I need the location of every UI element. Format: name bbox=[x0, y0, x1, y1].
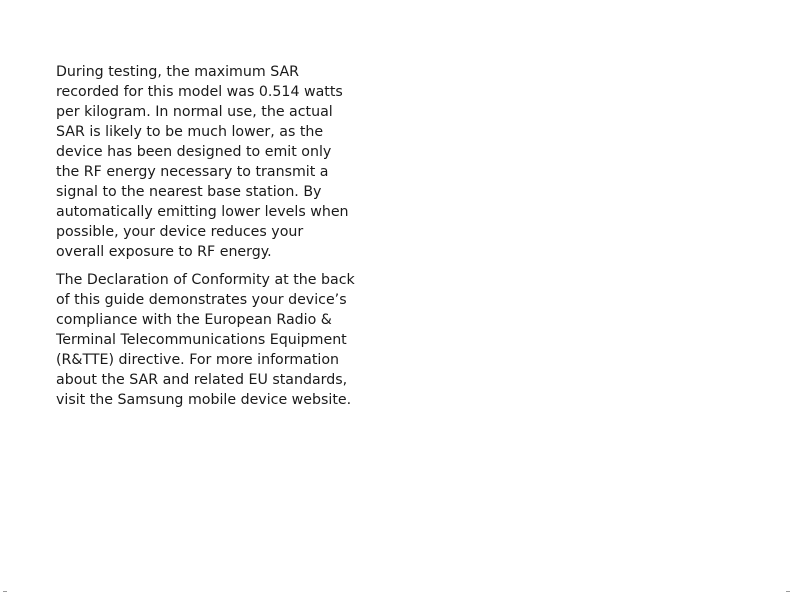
text-line: compliance with the European Radio & bbox=[56, 312, 332, 328]
text-line: SAR is likely to be much lower, as the bbox=[56, 124, 324, 140]
sar-paragraph bbox=[56, 62, 376, 262]
text-line: Terminal Telecommunications Equipment bbox=[56, 332, 347, 348]
text-line: (R&TTE) directive. For more information bbox=[56, 352, 340, 368]
text-line: automatically emitting lower levels when bbox=[56, 204, 349, 220]
text-line: the RF energy necessary to transmit a bbox=[56, 164, 329, 180]
sar-information-text bbox=[56, 62, 376, 410]
text-line: device has been designed to emit only bbox=[56, 144, 332, 160]
paragraph-spacer bbox=[56, 262, 376, 270]
conformity-paragraph bbox=[56, 270, 376, 410]
text-line: signal to the nearest base station. By bbox=[56, 184, 322, 200]
text-line: The Declaration of Conformity at the back bbox=[56, 272, 355, 288]
text-line: per kilogram. In normal use, the actual bbox=[56, 104, 333, 120]
text-line: possible, your device reduces your bbox=[56, 224, 304, 240]
text-line: visit the Samsung mobile device website. bbox=[56, 392, 352, 408]
text-line: During testing, the maximum SAR bbox=[56, 64, 300, 80]
crop-mark bbox=[786, 591, 790, 592]
text-line: about the SAR and related EU standards, bbox=[56, 372, 348, 388]
text-line: overall exposure to RF energy. bbox=[56, 244, 272, 260]
text-line: recorded for this model was 0.514 watts bbox=[56, 84, 343, 100]
crop-mark bbox=[3, 591, 7, 592]
text-line: of this guide demonstrates your device’s bbox=[56, 292, 347, 308]
